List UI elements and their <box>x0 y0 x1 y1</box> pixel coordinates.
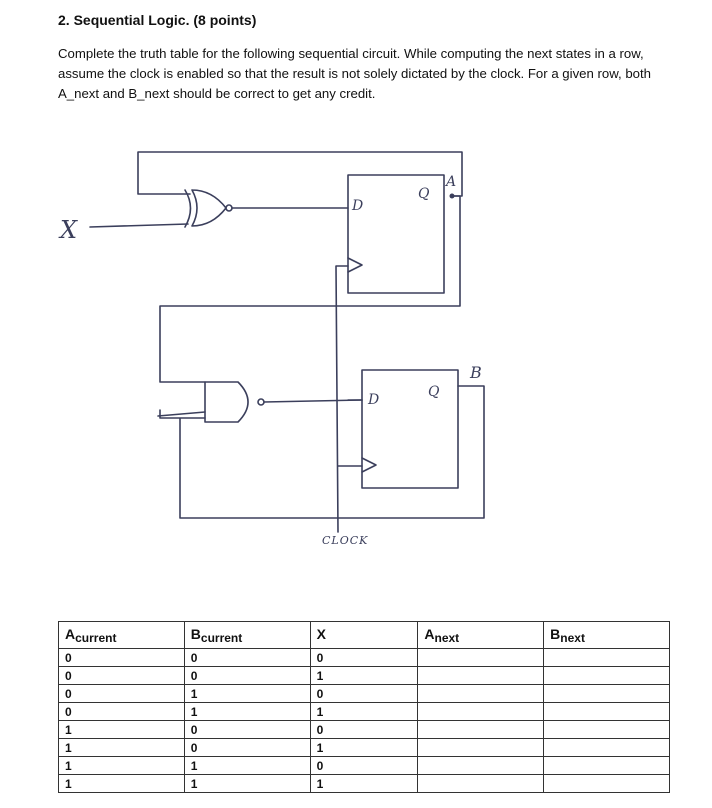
cell-x: 1 <box>310 703 418 721</box>
cell-b-next[interactable] <box>544 739 670 757</box>
cell-b-current: 0 <box>184 667 310 685</box>
table-row <box>59 721 670 739</box>
ff-b-d-label: D <box>368 392 380 408</box>
cell-a-next[interactable] <box>418 775 544 793</box>
cell-b-next[interactable] <box>544 775 670 793</box>
input-x-label: X <box>60 216 78 244</box>
cell-b-next[interactable] <box>544 685 670 703</box>
feedback-wire-b <box>160 386 484 518</box>
cell-a-next[interactable] <box>418 703 544 721</box>
cell-x: 1 <box>310 775 418 793</box>
cell-a-next[interactable] <box>418 721 544 739</box>
cell-x: 0 <box>310 685 418 703</box>
cell-b-next[interactable] <box>544 703 670 721</box>
ff-b-q-label: Q <box>428 384 440 400</box>
cell-x: 1 <box>310 667 418 685</box>
nand-gate <box>205 382 264 422</box>
table-row <box>59 775 670 793</box>
header-b-next: $B_{next}$ <box>544 622 670 649</box>
flipflop-b <box>362 370 458 488</box>
cell-x: 0 <box>310 757 418 775</box>
cell-a-current: 0 <box>59 649 185 667</box>
cell-x: 0 <box>310 649 418 667</box>
cell-a-current: 1 <box>59 757 185 775</box>
table-row <box>59 685 670 703</box>
table-row <box>59 667 670 685</box>
cell-a-next[interactable] <box>418 667 544 685</box>
cell-b-current: 1 <box>184 685 310 703</box>
nand-to-d-wire <box>264 400 362 402</box>
cell-a-current: 0 <box>59 667 185 685</box>
question-heading: 2. Sequential Logic. (8 points) <box>58 12 257 28</box>
cell-a-current: 1 <box>59 775 185 793</box>
flipflop-a <box>348 175 444 293</box>
question-instructions: Complete the truth table for the following sequential circuit. While computing the next states in a row, assume the clock is enabled so that the result is not solely dictated by the clock. For a given row, both A_next and B_next should be correct to get any credit. <box>58 46 652 101</box>
header-b-current: $B_{current}$ <box>184 622 310 649</box>
cell-b-current: 1 <box>184 775 310 793</box>
table-header-row <box>59 622 670 649</box>
cell-x: 1 <box>310 739 418 757</box>
cell-b-current: 0 <box>184 739 310 757</box>
cell-a-current: 1 <box>59 739 185 757</box>
cell-b-current: 0 <box>184 721 310 739</box>
cell-b-next[interactable] <box>544 757 670 775</box>
cell-a-current: 0 <box>59 703 185 721</box>
cell-b-current: 1 <box>184 757 310 775</box>
table-row <box>59 757 670 775</box>
cell-a-next[interactable] <box>418 757 544 775</box>
table-row <box>59 703 670 721</box>
header-x: X <box>310 622 418 649</box>
output-b-label: B <box>470 363 482 382</box>
clock-label: CLOCK <box>322 534 369 547</box>
cell-b-next[interactable] <box>544 721 670 739</box>
cell-b-current: 0 <box>184 649 310 667</box>
header-a-current: $A_{current}$ <box>59 622 185 649</box>
feedback-wire-a <box>138 152 462 196</box>
ff-a-q-label: Q <box>418 186 430 202</box>
cell-b-current: 1 <box>184 703 310 721</box>
ff-a-clock-triangle <box>348 258 362 272</box>
ff-a-d-label: D <box>352 198 364 214</box>
output-a-label: A <box>446 174 457 190</box>
nand-lower-input <box>158 412 205 416</box>
table-row <box>59 739 670 757</box>
ff-b-clock-triangle <box>362 458 376 472</box>
cell-a-next[interactable] <box>418 649 544 667</box>
truth-table <box>58 621 670 793</box>
cell-b-next[interactable] <box>544 667 670 685</box>
table-row <box>59 649 670 667</box>
cell-a-current: 1 <box>59 721 185 739</box>
cell-x: 0 <box>310 721 418 739</box>
cell-a-next[interactable] <box>418 685 544 703</box>
circuit-diagram <box>0 120 712 560</box>
cell-a-current: 0 <box>59 685 185 703</box>
header-a-next: $A_{next}$ <box>418 622 544 649</box>
cell-a-next[interactable] <box>418 739 544 757</box>
xnor-gate <box>185 190 232 227</box>
cell-b-next[interactable] <box>544 649 670 667</box>
input-x-wire <box>90 224 188 227</box>
